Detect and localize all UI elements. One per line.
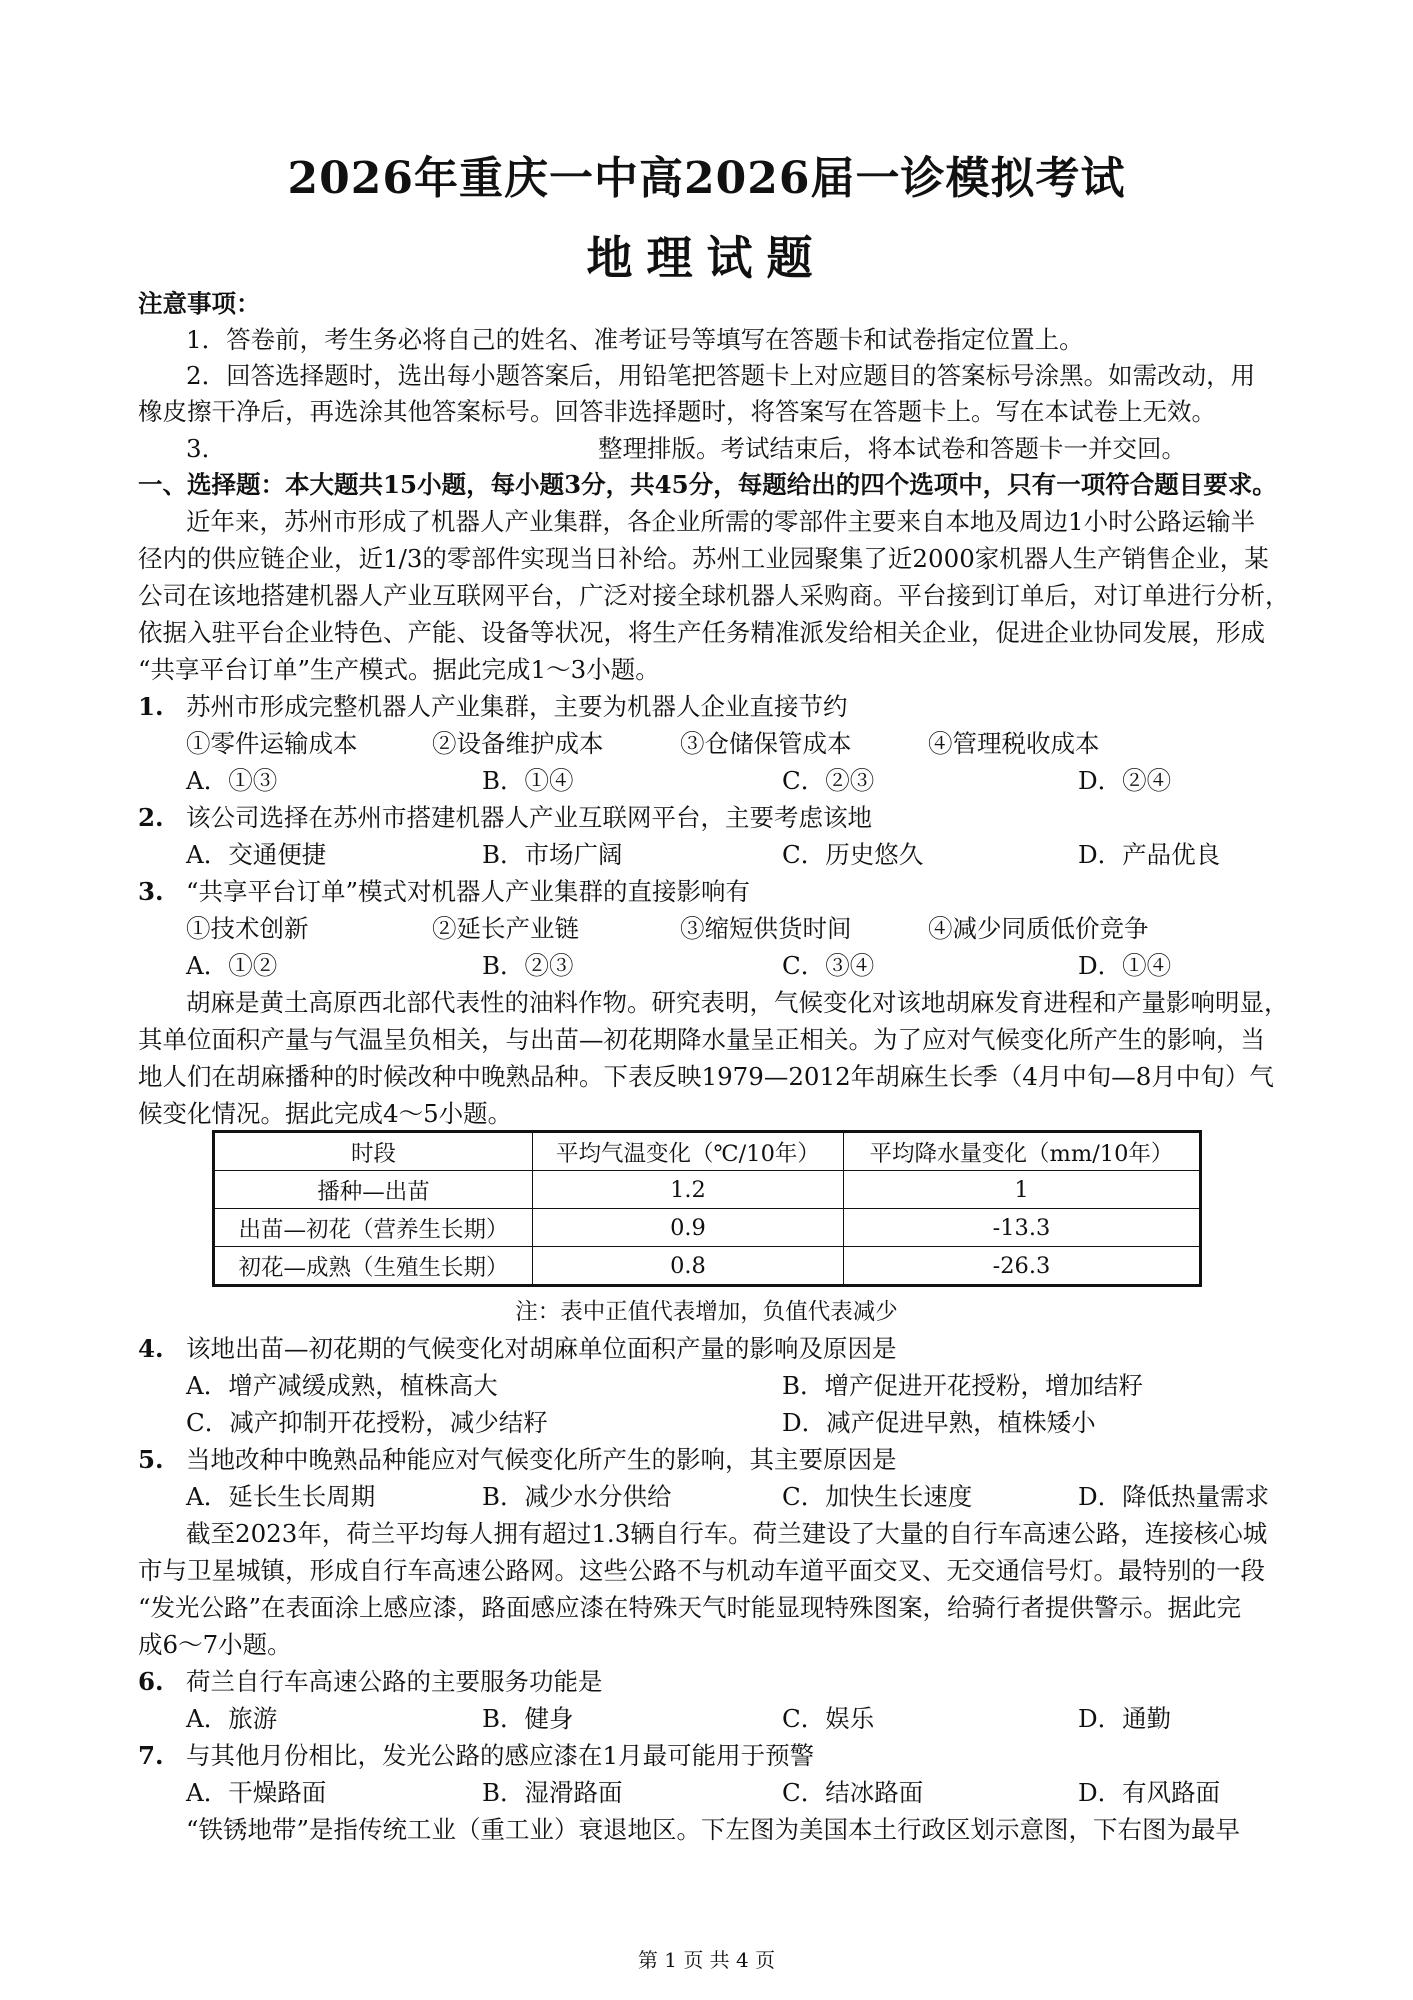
q5-option-b[interactable]: B．减少水分供给 [482, 1482, 672, 1511]
passage-2-line-3: 地人们在胡麻播种的时候改种中晚熟品种。下表反映1979—2012年胡麻生长季（4月中旬—8月中旬）气 [138, 1062, 1274, 1091]
table-row [214, 1209, 1201, 1247]
passage-3-line-3: “发光公路”在表面涂上感应漆，路面感应漆在特殊天气时能显现特殊图案，给骑行者提供警示。据此完 [138, 1593, 1242, 1622]
q7-stem: 与其他月份相比，发光公路的感应漆在1月最可能用于预警 [186, 1741, 815, 1770]
q6-option-b[interactable]: B．健身 [482, 1704, 574, 1733]
q2-option-d[interactable]: D．产品优良 [1078, 840, 1221, 869]
table-cell: 播种—出苗 [214, 1171, 533, 1209]
passage-2-line-1: 胡麻是黄土高原西北部代表性的油料作物。研究表明，气候变化对该地胡麻发育进程和产量影响明显， [186, 988, 1289, 1017]
table-cell: 出苗—初花（营养生长期） [214, 1209, 533, 1247]
q1-item-3: ③仓储保管成本 [680, 729, 852, 758]
climate-change-table [212, 1130, 1202, 1287]
q6-number: 6. [138, 1667, 164, 1696]
q1-item-4: ④管理税收成本 [928, 729, 1100, 758]
q3-item-4: ④减少同质低价竞争 [928, 914, 1149, 943]
q1-item-2: ②设备维护成本 [432, 729, 604, 758]
notice-item-3-text: 整理排版。考试结束后，将本试卷和答题卡一并交回。 [598, 434, 1186, 463]
passage-1-line-3: 公司在该地搭建机器人产业互联网平台，广泛对接全球机器人采购商。平台接到订单后，对订单进行分析， [138, 581, 1290, 610]
q2-stem: 该公司选择在苏州市搭建机器人产业互联网平台，主要考虑该地 [186, 803, 872, 832]
passage-3-line-1: 截至2023年，荷兰平均每人拥有超过1.3辆自行车。荷兰建设了大量的自行车高速公路，连接核心城 [186, 1519, 1268, 1548]
page-footer: 第 1 页 共 4 页 [637, 1948, 776, 1972]
table-cell: 0.9 [532, 1209, 843, 1247]
notice-heading: 注意事项： [138, 289, 261, 318]
q6-stem: 荷兰自行车高速公路的主要服务功能是 [186, 1667, 603, 1696]
q3-option-d[interactable]: D．①④ [1078, 951, 1172, 980]
q4-option-a[interactable]: A．增产减缓成熟，植株高大 [186, 1371, 498, 1400]
q1-option-c[interactable]: C．②③ [782, 766, 875, 795]
q3-option-a[interactable]: A．①② [186, 951, 278, 980]
q6-option-c[interactable]: C．娱乐 [782, 1704, 875, 1733]
q1-option-a[interactable]: A．①③ [186, 766, 278, 795]
q5-stem: 当地改种中晚熟品种能应对气候变化所产生的影响，其主要原因是 [186, 1445, 897, 1474]
table-row [214, 1247, 1201, 1286]
table-cell: 1 [843, 1171, 1200, 1209]
notice-item-3-num: 3． [186, 434, 227, 463]
q3-item-1: ①技术创新 [186, 914, 309, 943]
notice-item-1: 1．答卷前，考生务必将自己的姓名、准考证号等填写在答题卡和试卷指定位置上。 [186, 325, 1084, 354]
section-1-heading: 一、选择题：本大题共15小题，每小题3分，共45分，每题给出的四个选项中，只有一项符合题目要求。 [138, 470, 1277, 499]
passage-2-line-2: 其单位面积产量与气温呈负相关，与出苗—初花期降水量呈正相关。为了应对气候变化所产生的影响，当 [138, 1025, 1265, 1054]
q5-number: 5. [138, 1445, 164, 1474]
q4-option-b[interactable]: B．增产促进开花授粉，增加结籽 [782, 1371, 1144, 1400]
subject-title: 地理试题 [586, 231, 827, 285]
q6-option-a[interactable]: A．旅游 [186, 1704, 278, 1733]
q3-stem: “共享平台订单”模式对机器人产业集群的直接影响有 [186, 877, 751, 906]
q7-option-b[interactable]: B．湿滑路面 [482, 1778, 623, 1807]
passage-2-line-4: 候变化情况。据此完成4～5小题。 [138, 1099, 513, 1128]
q1-item-1: ①零件运输成本 [186, 729, 358, 758]
q1-option-b[interactable]: B．①④ [482, 766, 574, 795]
q4-option-c[interactable]: C．减产抑制开花授粉，减少结籽 [186, 1408, 548, 1437]
q5-option-d[interactable]: D．降低热量需求 [1078, 1482, 1270, 1511]
q3-item-3: ③缩短供货时间 [680, 914, 852, 943]
passage-1-line-4: 依据入驻平台企业特色、产能、设备等状况，将生产任务精准派发给相关企业，促进企业协同发展，形成 [138, 618, 1265, 647]
q1-number: 1. [138, 692, 164, 721]
q6-option-d[interactable]: D．通勤 [1078, 1704, 1172, 1733]
passage-4-line-1: “铁锈地带”是指传统工业（重工业）衰退地区。下左图为美国本土行政区划示意图，下右图为最早 [186, 1815, 1241, 1844]
table-cell: -13.3 [843, 1209, 1200, 1247]
passage-1-line-5: “共享平台订单”生产模式。据此完成1～3小题。 [138, 655, 660, 684]
q2-number: 2. [138, 803, 164, 832]
q2-option-a[interactable]: A．交通便捷 [186, 840, 327, 869]
q4-number: 4. [138, 1334, 164, 1363]
q2-option-b[interactable]: B．市场广阔 [482, 840, 623, 869]
q5-option-c[interactable]: C．加快生长速度 [782, 1482, 973, 1511]
q1-stem: 苏州市形成完整机器人产业集群，主要为机器人企业直接节约 [186, 692, 848, 721]
table-cell: -26.3 [843, 1247, 1200, 1286]
q7-number: 7. [138, 1741, 164, 1770]
passage-1-line-2: 径内的供应链企业，近1/3的零部件实现当日补给。苏州工业园聚集了近2000家机器人生产销售企业，某 [138, 544, 1269, 573]
table-header-cell: 平均气温变化（℃/10年） [532, 1132, 843, 1171]
notice-item-2: 2．回答选择题时，选出每小题答案后，用铅笔把答题卡上对应题目的答案标号涂黑。如需改动，用 [186, 361, 1256, 390]
table-cell: 0.8 [532, 1247, 843, 1286]
q4-option-d[interactable]: D．减产促进早熟，植株矮小 [782, 1408, 1096, 1437]
table-cell: 初花—成熟（生殖生长期） [214, 1247, 533, 1286]
q3-item-2: ②延长产业链 [432, 914, 579, 943]
q7-option-c[interactable]: C．结冰路面 [782, 1778, 924, 1807]
table-header-cell: 时段 [214, 1132, 533, 1171]
q7-option-d[interactable]: D．有风路面 [1078, 1778, 1221, 1807]
table-row [214, 1171, 1201, 1209]
q3-option-c[interactable]: C．③④ [782, 951, 875, 980]
passage-1-line-1: 近年来，苏州市形成了机器人产业集群，各企业所需的零部件主要来自本地及周边1小时公路运输半 [186, 507, 1256, 536]
q3-option-b[interactable]: B．②③ [482, 951, 574, 980]
q2-option-c[interactable]: C．历史悠久 [782, 840, 924, 869]
q3-number: 3. [138, 877, 164, 906]
table-note: 注：表中正值代表增加，负值代表减少 [515, 1299, 898, 1325]
q1-option-d[interactable]: D．②④ [1078, 766, 1172, 795]
q7-option-a[interactable]: A．干燥路面 [186, 1778, 327, 1807]
q5-option-a[interactable]: A．延长生长周期 [186, 1482, 376, 1511]
table-header-cell: 平均降水量变化（mm/10年） [843, 1132, 1200, 1171]
table-header-row [214, 1132, 1201, 1171]
exam-title: 2026年重庆一中高2026届一诊模拟考试 [287, 153, 1126, 204]
q4-stem: 该地出苗—初花期的气候变化对胡麻单位面积产量的影响及原因是 [186, 1334, 897, 1363]
passage-3-line-4: 成6～7小题。 [138, 1630, 292, 1659]
notice-item-2-cont: 橡皮擦干净后，再选涂其他答案标号。回答非选择题时，将答案写在答题卡上。写在本试卷上无效。 [138, 397, 1216, 426]
passage-3-line-2: 市与卫星城镇，形成自行车高速公路网。这些公路不与机动车道平面交叉、无交通信号灯。最特别的一段 [138, 1556, 1265, 1585]
table-cell: 1.2 [532, 1171, 843, 1209]
